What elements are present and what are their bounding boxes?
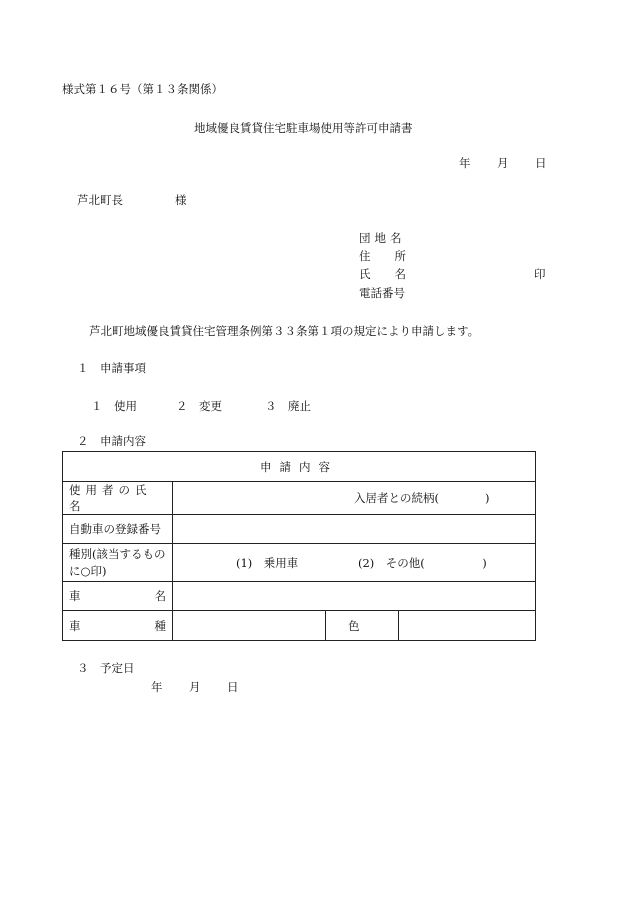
seal-mark: 印 — [534, 267, 546, 281]
car-model-field[interactable] — [173, 611, 326, 641]
table-header: 申請内容 — [63, 452, 536, 482]
type-option-other[interactable]: (2) その他( ) — [357, 555, 487, 570]
color-label: 色 — [326, 611, 399, 641]
date-day: 日 — [535, 156, 547, 170]
intro-statement: 芦北町地域優良賃貸住宅管理条例第３３条第１項の規定により申請します。 — [89, 324, 480, 338]
car-name-field[interactable] — [173, 582, 536, 611]
phone-label: 電話番号 — [359, 286, 405, 300]
vehicle-type-field[interactable] — [173, 544, 536, 582]
car-model-label: 車 種 — [63, 611, 173, 641]
address-label: 住所 — [359, 249, 430, 263]
option-abolish: ３ 廃止 — [265, 399, 311, 413]
section1-heading: １ 申請事項 — [77, 361, 146, 375]
addressee-name: 芦北町長 — [77, 193, 123, 207]
vehicle-type-label: 種別(該当するもの に○印) — [63, 544, 173, 582]
option-use: １ 使用 — [91, 399, 137, 413]
name-label: 氏名 — [359, 267, 430, 281]
addressee-honorific: 様 — [175, 193, 187, 207]
user-name-field[interactable] — [173, 482, 536, 515]
form-number: 様式第１６号（第１３条関係） — [62, 82, 223, 96]
date-month: 月 — [497, 156, 509, 170]
registration-field[interactable] — [173, 515, 536, 544]
complex-label: 団地名 — [359, 231, 406, 245]
option-change: ２ 変更 — [176, 399, 222, 413]
color-field[interactable] — [399, 611, 536, 641]
car-name-label: 車 名 — [63, 582, 173, 611]
relation-label: 入居者との続柄( ) — [354, 491, 490, 505]
scheduled-year: 年 — [151, 680, 163, 694]
document-title: 地域優良賃貸住宅駐車場使用等許可申請書 — [194, 121, 413, 135]
user-name-label: 使用者の氏名 — [63, 482, 173, 515]
section3-heading: ３ 予定日 — [77, 661, 135, 675]
scheduled-day: 日 — [227, 680, 239, 694]
date-year: 年 — [459, 156, 471, 170]
section2-heading: ２ 申請内容 — [77, 434, 146, 448]
registration-label: 自動車の登録番号 — [63, 515, 173, 544]
scheduled-month: 月 — [189, 680, 201, 694]
type-option-passenger[interactable]: (1) 乗用車 — [236, 555, 299, 570]
application-details-table — [62, 451, 536, 641]
